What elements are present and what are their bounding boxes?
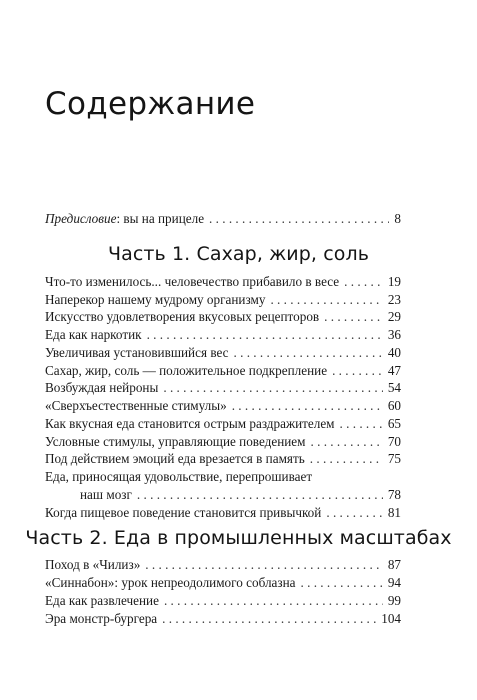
toc-page-number: 29 [387, 309, 401, 324]
toc-entry [45, 593, 401, 609]
toc-page-number: 70 [387, 434, 401, 449]
toc-entry-title: Еда как развлечение [45, 593, 159, 608]
toc-entry-title: Под действием эмоций еда врезается в память [45, 451, 305, 466]
toc-entry [45, 363, 401, 379]
toc-page-number: 94 [387, 575, 401, 590]
toc-entry [45, 380, 401, 396]
dot-leader [209, 211, 389, 227]
toc-entry-title: Еда как наркотик [45, 327, 142, 342]
toc-entry [45, 345, 401, 361]
dot-leader [301, 575, 383, 591]
toc-entry-title: Наперекор нашему мудрому организму [45, 292, 266, 307]
dot-leader [232, 398, 383, 414]
dot-leader [163, 380, 382, 396]
toc-entry-title [45, 211, 204, 227]
toc-entry-title: «Синнабон»: урок непреодолимого соблазна [45, 575, 296, 590]
toc-entry-title: Условные стимулы, управляющие поведением [45, 434, 306, 449]
dot-leader [324, 309, 383, 325]
toc-entry [45, 611, 401, 627]
toc-entry [45, 292, 401, 308]
toc-entry [45, 416, 401, 432]
toc-page-number: 78 [387, 487, 401, 502]
toc-page-number: 23 [387, 292, 401, 307]
toc-entry-title: Увеличивая установившийся вес [45, 345, 229, 360]
toc-entry-title: Поход в «Чилиз» [45, 557, 141, 572]
toc-entry [80, 487, 401, 503]
toc-entry [45, 505, 401, 521]
part1-heading: Часть 1. Сахар, жир, соль [107, 243, 370, 265]
toc-entry [45, 557, 401, 573]
toc-entry-title: Что-то изменилось... человечество прибавило в весе [45, 274, 340, 289]
part2-heading: Часть 2. Еда в промышленных масштабах [25, 527, 452, 549]
toc-page-number: 87 [387, 557, 401, 572]
page-title: Содержание [45, 86, 256, 122]
toc-entry [45, 434, 401, 450]
toc-entry-title: Возбуждая нейроны [45, 380, 159, 395]
toc-entry-title-line1: Еда, приносящая удовольствие, перепрошивает [45, 469, 313, 484]
dot-leader [344, 274, 383, 290]
dot-leader [340, 416, 383, 432]
toc-entry-title-line2: наш мозг [80, 487, 132, 502]
toc-entry [45, 309, 401, 325]
toc-entry-title: Искусство удовлетворения вкусовых рецепторов [45, 309, 320, 324]
toc-page-number: 19 [387, 274, 401, 289]
dot-leader [162, 611, 376, 627]
toc-entry [45, 575, 401, 591]
toc-entry-title: Как вкусная еда становится острым раздражителем [45, 416, 335, 431]
toc-page-number: 36 [387, 327, 401, 342]
preface-label-rest: : вы на прицеле [116, 211, 205, 226]
toc-page-number: 104 [381, 611, 401, 626]
toc-entry-title: Эра монстр-бургера [45, 611, 158, 626]
toc-entry-title: «Сверхъестественные стимулы» [45, 398, 227, 413]
dot-leader [145, 557, 383, 573]
toc-entry [45, 398, 401, 414]
dot-leader [164, 593, 383, 609]
dot-leader [234, 345, 383, 361]
toc-page-number: 54 [387, 380, 401, 395]
toc-page-number: 47 [387, 363, 401, 378]
toc-page-number: 81 [387, 505, 401, 520]
dot-leader [147, 327, 383, 343]
dot-leader [310, 451, 383, 467]
toc-page-number: 75 [387, 451, 401, 466]
preface-label-italic: Предисловие [45, 211, 117, 226]
toc-page-number: 99 [387, 593, 401, 608]
toc-page-number: 8 [394, 211, 401, 226]
toc-page-number: 60 [387, 398, 401, 413]
toc-entry-title: Сахар, жир, соль — положительное подкрепление [45, 363, 328, 378]
toc-page-number: 40 [387, 345, 401, 360]
toc-entry [45, 451, 401, 467]
dot-leader [326, 505, 382, 521]
toc-page-number: 65 [387, 416, 401, 431]
dot-leader [270, 292, 382, 308]
toc-entry [45, 327, 401, 343]
dot-leader [332, 363, 383, 379]
toc-entry-title: Когда пищевое поведение становится привычкой [45, 505, 322, 520]
toc-entry [45, 274, 401, 290]
dot-leader [311, 434, 383, 450]
dot-leader [137, 487, 383, 503]
toc-entry-preface [45, 211, 401, 227]
